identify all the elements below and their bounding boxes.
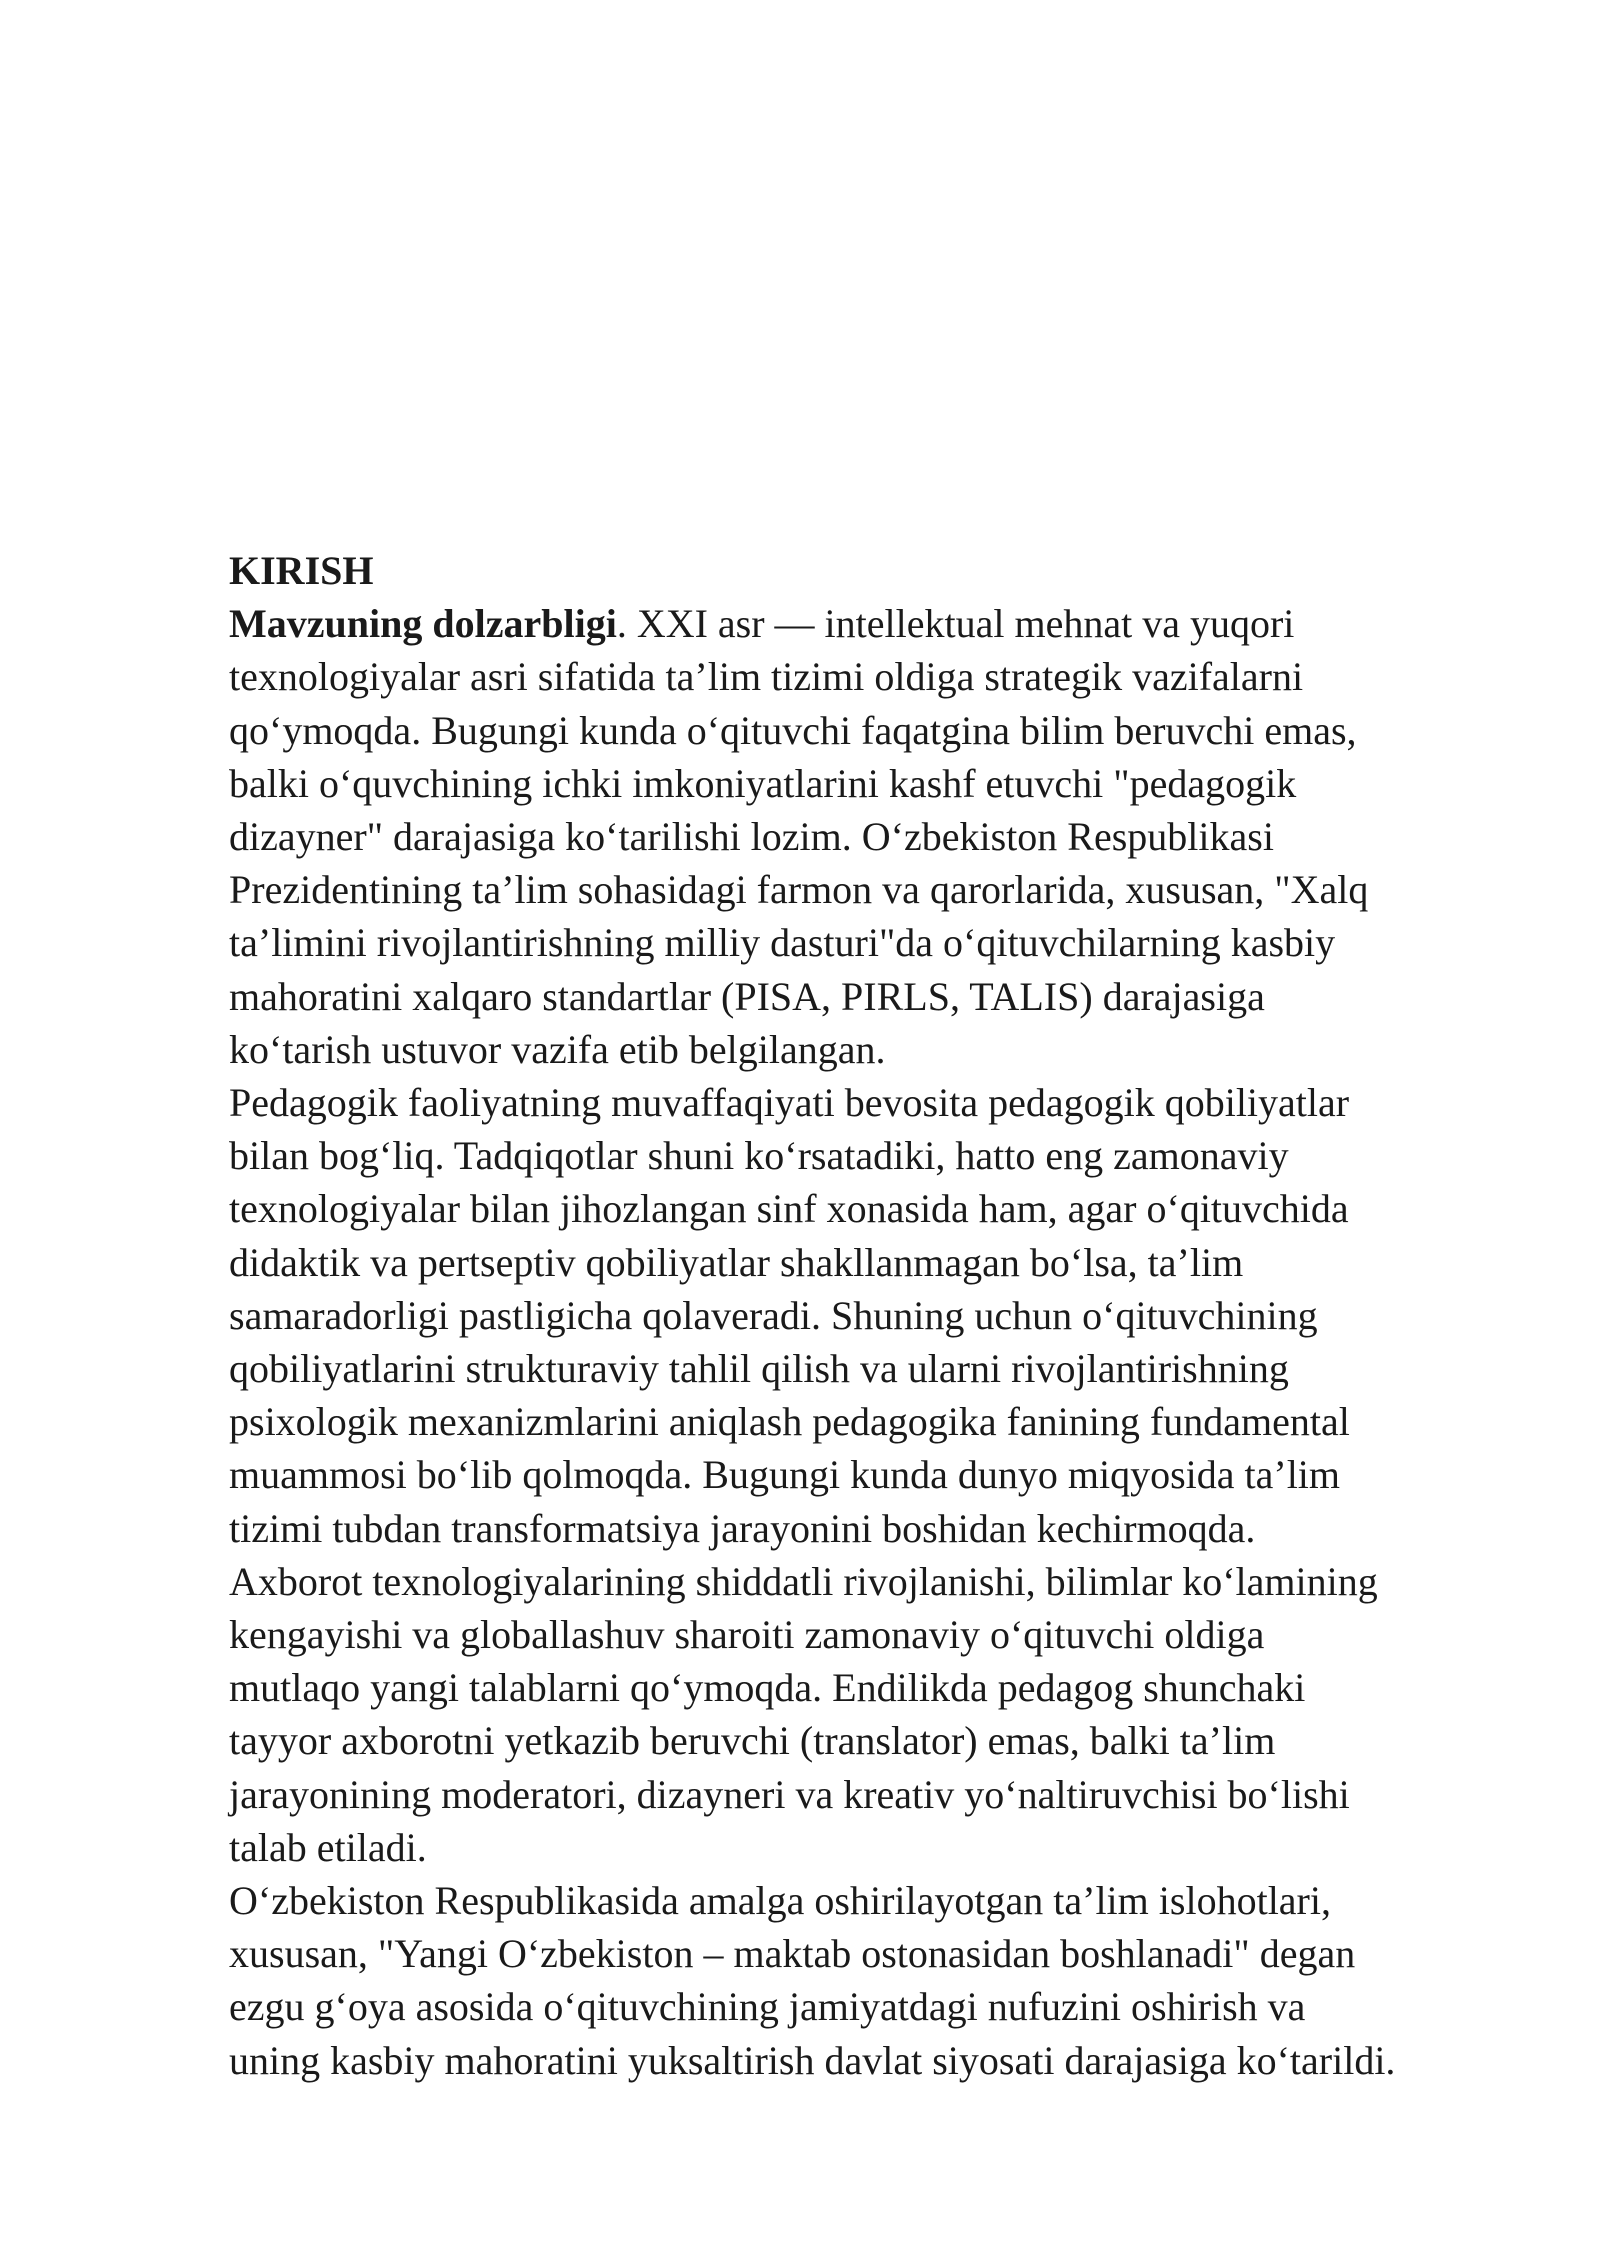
paragraph-reforms: [229, 1874, 1489, 2087]
paragraph-line: ezgu g‘oya asosida o‘qituvchining jamiyatdagi nufuzini oshirish va: [229, 1984, 1306, 2030]
paragraph-line: tayyor axborotni yetkazib beruvchi (translator) emas, balki ta’lim: [229, 1718, 1276, 1764]
paragraph-line: psixologik mexanizmlarini aniqlash pedagogika fanining fundamental: [229, 1399, 1350, 1445]
paragraph-line: ko‘tarish ustuvor vazifa etib belgilangan.: [229, 1026, 886, 1072]
paragraph-line: balki o‘quvchining ichki imkoniyatlarini kashf etuvchi "pedagogik: [229, 760, 1297, 806]
paragraph-line-text: . XXI asr — intellektual mehnat va yuqori: [616, 601, 1295, 647]
paragraph-line: xususan, "Yangi O‘zbekiston – maktab ostonasidan boshlanadi" degan: [229, 1931, 1356, 1977]
paragraph-line: kengayishi va globallashuv sharoiti zamonaviy o‘qituvchi oldiga: [229, 1612, 1265, 1658]
paragraph-line: qo‘ymoqda. Bugungi kunda o‘qituvchi faqatgina bilim beruvchi emas,: [229, 707, 1357, 753]
paragraph-line: dizayner" darajasiga ko‘tarilishi lozim. O‘zbekiston Respublikasi: [229, 814, 1274, 860]
paragraph-line: texnologiyalar bilan jihozlangan sinf xonasida ham, agar o‘qituvchida: [229, 1186, 1349, 1232]
paragraph-line: mahoratini xalqaro standartlar (PISA, PIRLS, TALIS) darajasiga: [229, 973, 1265, 1019]
paragraph-line: Pedagogik faoliyatning muvaffaqiyati bevosita pedagogik qobiliyatlar: [229, 1080, 1350, 1126]
paragraph-line: O‘zbekiston Respublikasida amalga oshirilayotgan ta’lim islohotlari,: [229, 1878, 1331, 1924]
paragraph-line: mutlaqo yangi talablarni qo‘ymoqda. Endilikda pedagog shunchaki: [229, 1665, 1306, 1711]
document-body: [229, 544, 1489, 2087]
paragraph-line: [229, 597, 1489, 650]
section-heading: KIRISH: [229, 548, 374, 593]
paragraph-line: tizimi tubdan transformatsiya jarayonini boshidan kechirmoqda.: [229, 1505, 1256, 1551]
paragraph-line: talab etiladi.: [229, 1824, 427, 1870]
paragraph-line: bilan bog‘liq. Tadqiqotlar shuni ko‘rsatadiki, hatto eng zamonaviy: [229, 1133, 1289, 1179]
paragraph-line: jarayonining moderatori, dizayneri va kreativ yo‘naltiruvchisi bo‘lishi: [229, 1771, 1350, 1817]
paragraph-line: uning kasbiy mahoratini yuksaltirish davlat siyosati darajasiga ko‘tarildi.: [229, 2037, 1396, 2083]
paragraph-line: texnologiyalar asri sifatida ta’lim tizimi oldiga strategik vazifalarni: [229, 654, 1304, 700]
paragraph-line: Prezidentining ta’lim sohasidagi farmon va qarorlarida, xususan, "Xalq: [229, 867, 1369, 913]
paragraph-line: samaradorligi pastligicha qolaveradi. Shuning uchun o‘qituvchining: [229, 1292, 1318, 1338]
paragraph-pedagogical-abilities: [229, 1076, 1489, 1874]
paragraph-line: didaktik va pertseptiv qobiliyatlar shakllanmagan bo‘lsa, ta’lim: [229, 1239, 1244, 1285]
paragraph-relevance: [229, 597, 1489, 1076]
paragraph-line: Axborot texnologiyalarining shiddatli rivojlanishi, bilimlar ko‘lamining: [229, 1558, 1378, 1604]
paragraph-line: muammosi bo‘lib qolmoqda. Bugungi kunda dunyo miqyosida ta’lim: [229, 1452, 1341, 1498]
paragraph-line: ta’limini rivojlantirishning milliy dasturi"da o‘qituvchilarning kasbiy: [229, 920, 1336, 966]
paragraph-lead-term: Mavzuning dolzarbligi: [229, 601, 617, 647]
paragraph-line: qobiliyatlarini strukturaviy tahlil qilish va ularni rivojlantirishning: [229, 1346, 1289, 1392]
